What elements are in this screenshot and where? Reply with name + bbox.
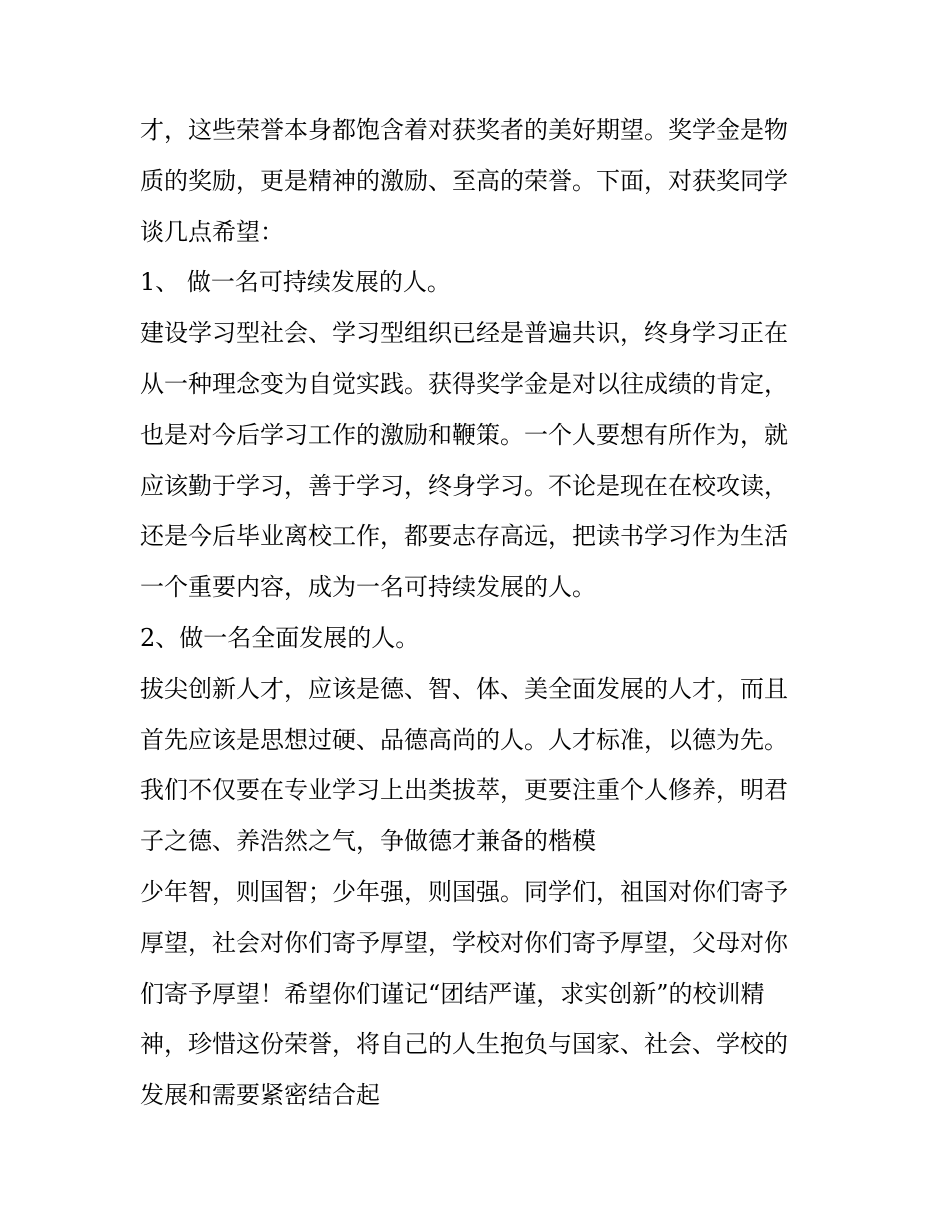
section-heading-1: 1、 做一名可持续发展的人。 bbox=[140, 268, 451, 297]
section-heading-2: 2、做一名全面发展的人。 bbox=[140, 623, 420, 652]
text-line-3: 谈几点希望： bbox=[140, 217, 284, 246]
text-line-18: 们寄予厚望！希望你们谨记“团结严谨，求实创新”的校训精 bbox=[140, 979, 765, 1008]
text-line-19: 神，珍惜这份荣誉，将自己的人生抱负与国家、社会、学校的 bbox=[140, 1030, 788, 1059]
text-line-12: 拔尖创新人才，应该是德、智、体、美全面发展的人才，而且 bbox=[140, 674, 788, 703]
text-line-9: 还是今后毕业离校工作，都要志存高远，把读书学习作为生活 bbox=[140, 522, 788, 551]
text-line-16: 少年智，则国智；少年强，则国强。同学们，祖国对你们寄予 bbox=[140, 877, 788, 906]
text-line-13: 首先应该是思想过硬、品德高尚的人。人才标准，以德为先。 bbox=[140, 725, 788, 754]
document-body bbox=[140, 105, 830, 1121]
text-line-17: 厚望，社会对你们寄予厚望，学校对你们寄予厚望，父母对你 bbox=[140, 928, 788, 957]
text-line-6: 从一种理念变为自觉实践。获得奖学金是对以往成绩的肯定， bbox=[140, 369, 788, 398]
text-line-7: 也是对今后学习工作的激励和鞭策。一个人要想有所作为，就 bbox=[140, 420, 788, 449]
text-line-2: 质的奖励，更是精神的激励、至高的荣誉。下面，对获奖同学 bbox=[140, 166, 788, 195]
text-line-15: 子之德、养浩然之气，争做德才兼备的楷模 bbox=[140, 827, 596, 856]
text-line-5: 建设学习型社会、学习型组织已经是普遍共识，终身学习正在 bbox=[140, 319, 788, 348]
text-line-10: 一个重要内容，成为一名可持续发展的人。 bbox=[140, 573, 596, 602]
text-line-1: 才，这些荣誉本身都饱含着对获奖者的美好期望。奖学金是物 bbox=[140, 116, 788, 144]
text-line-8: 应该勤于学习，善于学习，终身学习。不论是现在在校攻读， bbox=[140, 471, 788, 500]
text-line-14: 我们不仅要在专业学习上出类拔萃，更要注重个人修养，明君 bbox=[140, 776, 788, 805]
text-line-20: 发展和需要紧密结合起 bbox=[140, 1081, 380, 1110]
